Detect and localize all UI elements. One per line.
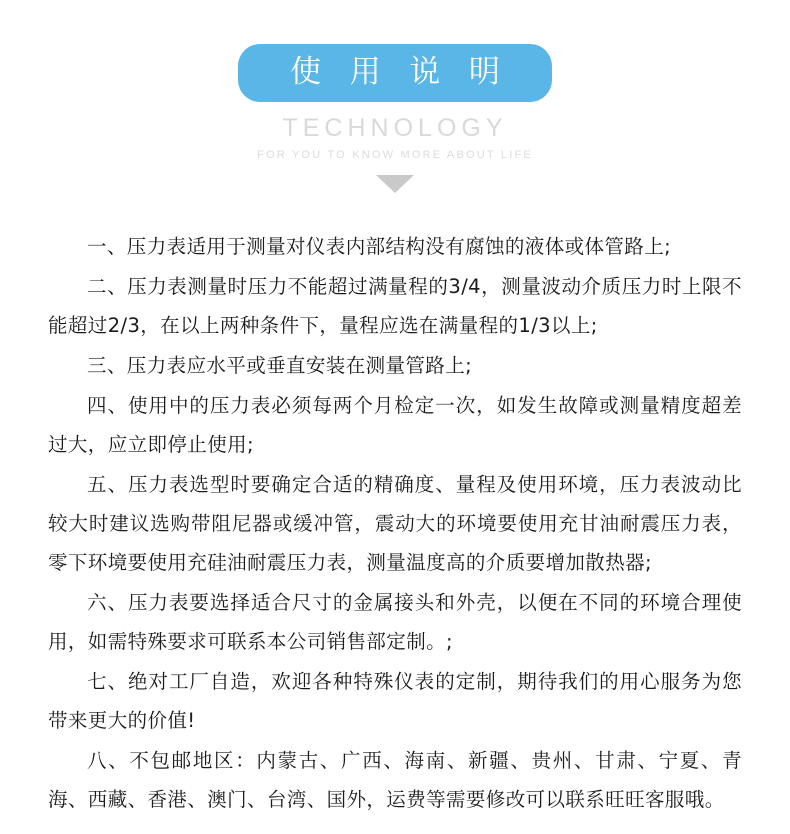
chevron-down-icon	[376, 175, 414, 193]
instruction-item: 七、绝对工厂自造，欢迎各种特殊仪表的定制，期待我们的用心服务为您带来更大的价值!	[48, 670, 742, 733]
instruction-item: 三、压力表应水平或垂直安装在测量管路上;	[87, 354, 473, 378]
subtitle-english: TECHNOLOGY	[282, 114, 508, 143]
subtitle-tagline: FOR YOU TO KNOW MORE ABOUT LIFE	[257, 149, 533, 162]
instruction-item: 八、不包邮地区：内蒙古、广西、海南、新疆、贵州、甘肃、宁夏、青海、西藏、香港、澳门、台湾、国外，运费等需要修改可以联系旺旺客服哦。	[48, 749, 742, 812]
instruction-item: 二、压力表测量时压力不能超过满量程的3/4，测量波动介质压力时上限不能超过2/3，在以上两种条件下，量程应选在满量程的1/3以上;	[48, 275, 742, 338]
instruction-item: 一、压力表适用于测量对仪表内部结构没有腐蚀的液体或体管路上;	[87, 235, 672, 259]
instruction-list	[0, 227, 790, 819]
page-header	[0, 0, 790, 193]
page-title: 使 用 说 明	[238, 44, 552, 102]
instruction-item: 四、使用中的压力表必须每两个月检定一次，如发生故障或测量精度超差过大，应立即停止使用;	[48, 394, 742, 457]
instruction-item: 六、压力表要选择适合尺寸的金属接头和外壳，以便在不同的环境合理使用，如需特殊要求可联系本公司销售部定制。;	[48, 591, 742, 654]
instruction-item: 五、压力表选型时要确定合适的精确度、量程及使用环境，压力表波动比较大时建议选购带阻尼器或缓冲管，震动大的环境要使用充甘油耐震压力表，零下环境要使用充硅油耐震压力表，测量温度高的介质要增加散热器;	[48, 473, 742, 575]
